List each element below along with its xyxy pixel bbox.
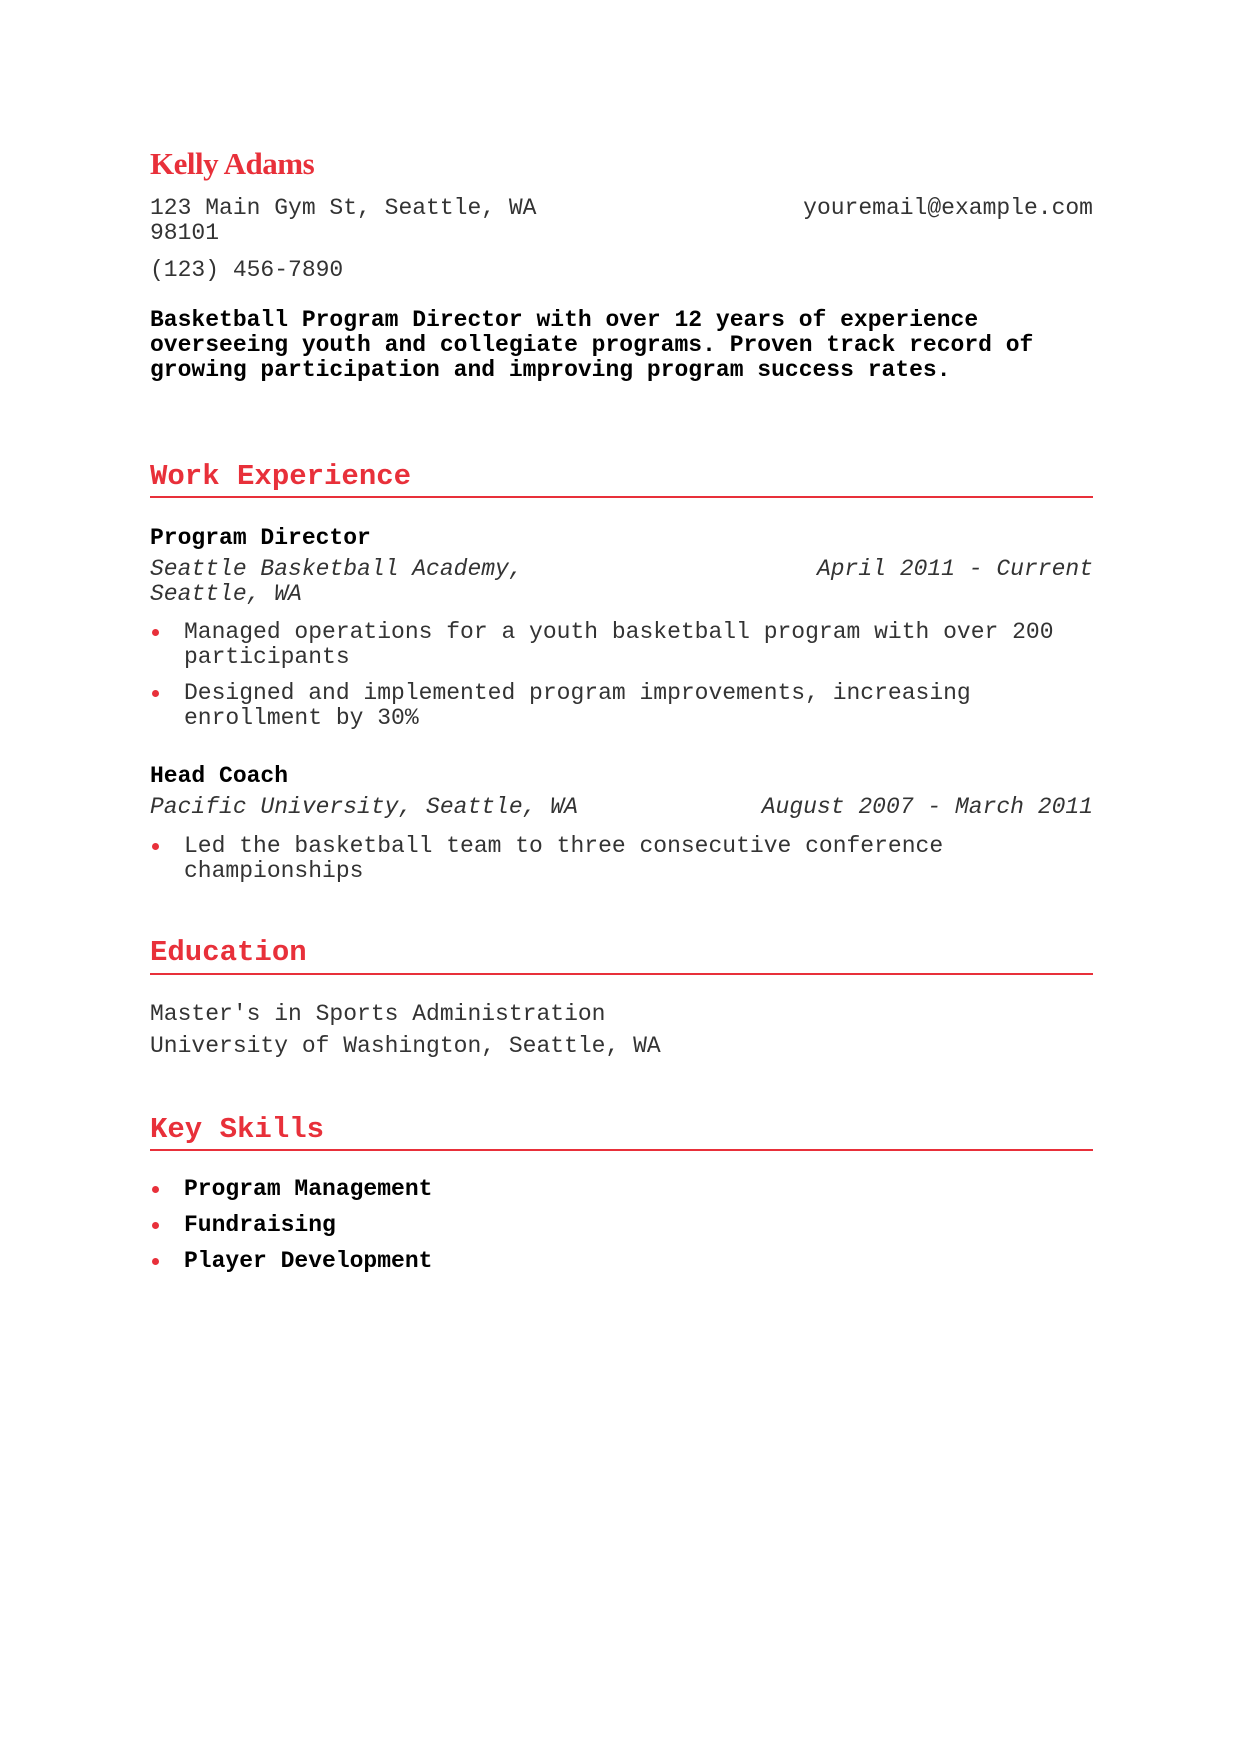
list-item: [150, 834, 1080, 884]
skill-text: Player Development: [184, 1248, 433, 1274]
divider: [150, 1149, 1093, 1151]
skill-item: [150, 1213, 1080, 1238]
list-item: [150, 681, 1080, 731]
summary: Basketball Program Director with over 12 years of experience overseeing youth and collegiate programs. Proven track record of growing participation and improving program success rates.: [150, 307, 1034, 383]
skill-item: [150, 1249, 1080, 1274]
school: University of Washington, Seattle, WA: [150, 1033, 661, 1059]
job-title: Head Coach: [150, 763, 289, 789]
address: 123 Main Gym St, Seattle, WA 98101: [150, 195, 537, 246]
job-company: Pacific University, Seattle, WA: [150, 794, 578, 820]
bullet-icon: [150, 620, 184, 670]
bullet-icon: [150, 1249, 184, 1274]
bullet-text: Managed operations for a youth basketball program with over 200 participants: [184, 619, 1054, 670]
bullet-text: Led the basketball team to three consecutive conference championships: [184, 833, 944, 884]
bullet-icon: [150, 1213, 184, 1238]
email: youremail@example.com: [803, 195, 1093, 221]
section-heading-education: Education: [150, 936, 307, 969]
bullet-text: Designed and implemented program improvements, increasing enrollment by 30%: [184, 680, 971, 731]
job-dates: April 2011 - Current: [816, 556, 1093, 582]
skill-text: Fundraising: [184, 1212, 336, 1238]
skill-text: Program Management: [184, 1176, 433, 1202]
section-heading-work: Work Experience: [150, 460, 412, 493]
bullet-icon: [150, 834, 184, 884]
bullet-icon: [150, 1177, 184, 1202]
section-heading-skills: Key Skills: [150, 1113, 325, 1146]
job-title: Program Director: [150, 525, 371, 551]
degree: Master's in Sports Administration: [150, 1001, 606, 1027]
job-dates: August 2007 - March 2011: [761, 794, 1093, 820]
skill-item: [150, 1177, 1080, 1202]
bullet-icon: [150, 681, 184, 731]
divider: [150, 496, 1093, 498]
candidate-name: Kelly Adams: [150, 146, 315, 181]
divider: [150, 973, 1093, 975]
phone: (123) 456-7890: [150, 257, 344, 283]
job-company: Seattle Basketball Academy, Seattle, WA: [150, 556, 523, 607]
list-item: [150, 620, 1080, 670]
